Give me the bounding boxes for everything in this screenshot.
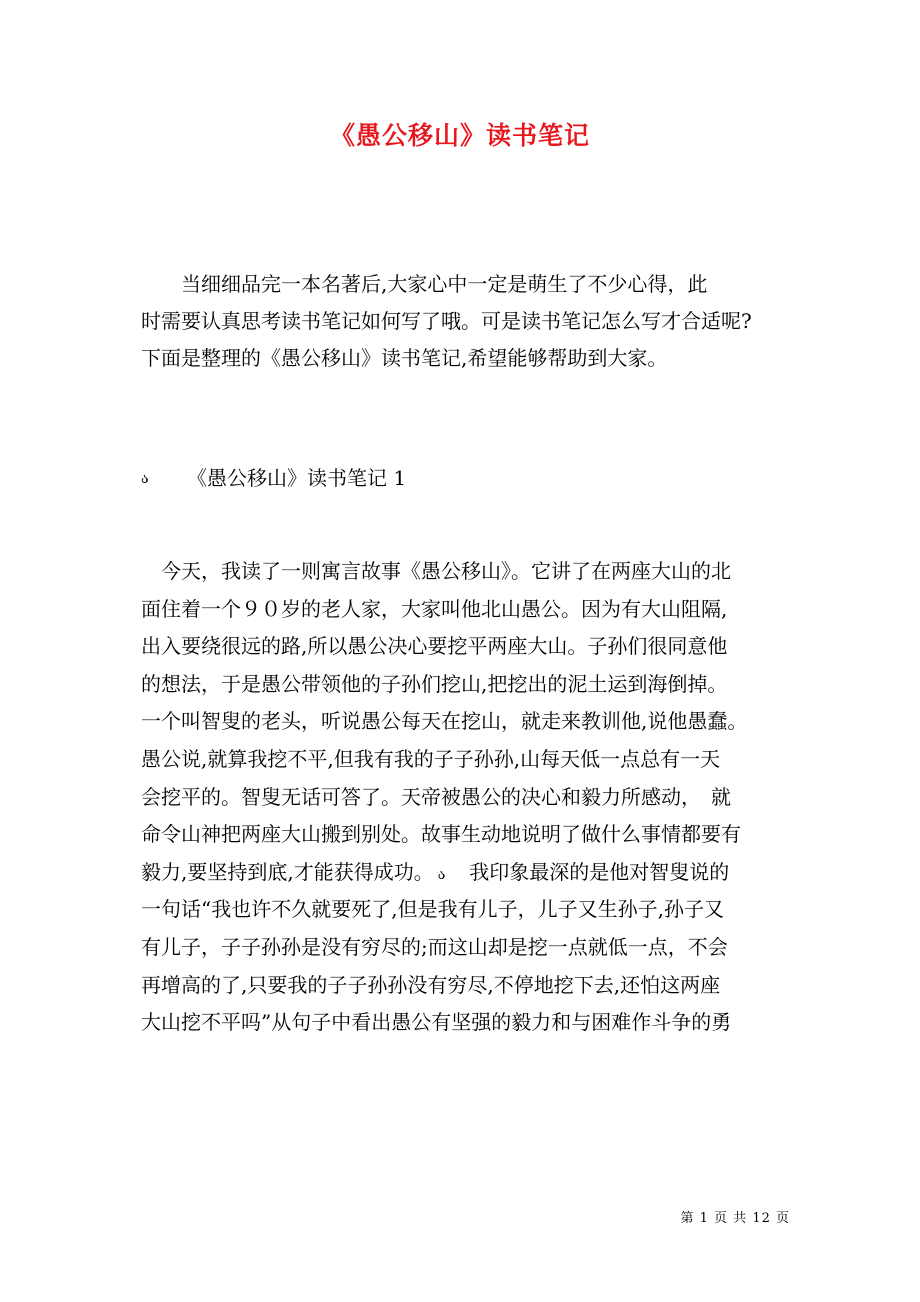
intro-line: 当细细品完一本名著后,大家心中一定是萌生了不少心得，此 [141, 272, 708, 296]
section-heading-line [141, 460, 791, 497]
body-line: 出入要绕很远的路,所以愚公决心要挖平两座大山。子孙们很同意他 [141, 634, 728, 659]
body-line: 一个叫智叟的老头，听说愚公每天在挖山，就走来教训他,说他愚蠢。 [141, 709, 748, 734]
section-heading [141, 460, 791, 497]
document-title: 《愚公移山》读书笔记 [329, 121, 590, 150]
body-line-text: 毅力,要坚持到底,才能获得成功。 [141, 859, 434, 884]
body-line: 今天，我读了一则寓言故事《愚公移山》。它讲了在两座大山的北 [141, 559, 731, 583]
body-line: 会挖平的。智叟无话可答了。天帝被愚公的决心和毅力所感动， 就 [141, 784, 731, 809]
body-line-text: 我印象最深的是他对智叟说的 [449, 859, 730, 884]
body-line: 有儿子，子子孙孙是没有穷尽的;而这山却是挖一点就低一点，不会 [141, 934, 728, 959]
body-line: 愚公说,就算我挖不平,但我有我的子子孙孙,山每天低一点总有一天 [141, 746, 721, 771]
body-paragraph [141, 553, 801, 1042]
body-line: 一句话“我也许不久就要死了,但是我有儿子，儿子又生孙子,孙子又 [141, 897, 724, 922]
body-line: 面住着一个９０岁的老人家，大家叫他北山愚公。因为有大山阻隔, [141, 596, 728, 621]
intro-paragraph [141, 266, 791, 377]
body-line [141, 854, 801, 892]
page-footer: 第 1 页 共 12 页 [680, 1211, 790, 1226]
bullet-marker-icon: ა [437, 866, 446, 883]
bullet-marker-icon: ა [141, 471, 149, 487]
section-title: 《愚公移山》读书笔记 1 [187, 466, 407, 490]
intro-line: 下面是整理的《愚公移山》读书笔记,希望能够帮助到大家。 [141, 346, 668, 370]
body-line: 大山挖不平吗”从句子中看出愚公有坚强的毅力和与困难作斗争的勇 [141, 1010, 732, 1035]
intro-line: 时需要认真思考读书笔记如何写了哦。可是读书笔记怎么写才合适呢? [141, 309, 752, 333]
body-line: 再增高的了,只要我的子子孙孙没有穷尽,不停地挖下去,还怕这两座 [141, 972, 721, 997]
body-line: 的想法，于是愚公带领他的子孙们挖山,把挖出的泥土运到海倒掉。 [141, 671, 728, 696]
body-line: 命令山神把两座大山搬到别处。故事生动地说明了做什么事情都要有 [141, 822, 741, 847]
